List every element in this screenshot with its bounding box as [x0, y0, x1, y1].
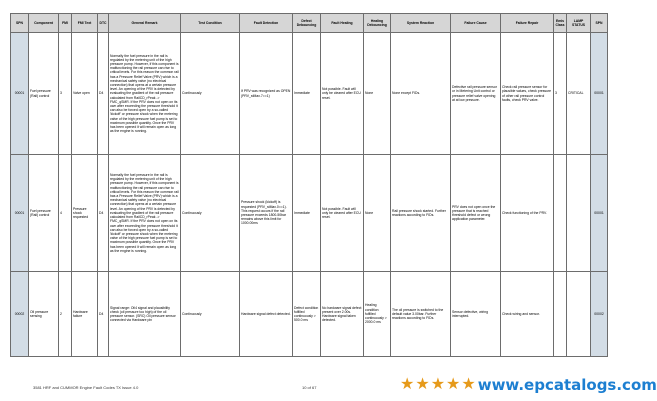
header-failure-repair: Failure Repair — [501, 14, 554, 33]
cell-general-remark: Normally the fuel pressure in the rail is regulated by the metering unit of the high pressure pump. However, if this component is malfunctioning the rail pressure can rise to critical levels. For this reason the common rail has a Pressure Relief Valve (PRV) which is a mechanical safety valve (no electrical connection) that opens at a certain pressure level. An opening of the PRV is detected by evaluating the gradient of the rail pressure calculated from RailCD_rPeak -> FMC_qSMR. If the PRV does not open on its own after exceeding the pressure threshold it can also be forced open by a so-called 'kickoff' or pressure shock when the metering valve of the high pressure fuel pump is set to maximum possible quantity. Once the PRV has been opened it will remain open as long as the engine is running. — [109, 33, 181, 155]
cell-failure-repair: Check wiring and sensor. — [501, 272, 554, 357]
footer-page-number: 10 of 67 — [302, 385, 317, 390]
cell-defect-debouncing: Defect condition fulfilled continuously > 500.0 ms — [293, 272, 321, 357]
table-row — [11, 272, 608, 357]
header-system-reaction: System Reaction — [391, 14, 451, 33]
header-fmi-text: FMI Text — [72, 14, 98, 33]
cell-system-reaction: The oil pressure is switched to the default value 3.00bar. Further reactions according to FIDs. — [391, 272, 451, 357]
header-fmi: FMI — [59, 14, 72, 33]
cell-healing-debouncing: Healing condition fulfilled continuously > 2000.0 ms — [364, 272, 391, 357]
cell-fault-detection: Hardware signal defect detected. — [240, 272, 293, 357]
cell-test-condition: Continuously — [181, 155, 240, 272]
cell-fault-healing: Not possible. Fault will only be cleared after ECU reset. — [321, 155, 364, 272]
cell-system-reaction: Rail pressure shock started. Further reactions according to FIDs. — [391, 155, 451, 272]
header-component: Component — [29, 14, 59, 33]
header-lamp-status: LAMP STATUS — [567, 14, 591, 33]
header-general-remark: General Remark — [109, 14, 181, 33]
cell-fault-detection: If PRV was recognized as OPEN (PRV_stMax.7==1) — [240, 33, 293, 155]
cell-fmi-text: Hardware failure — [72, 272, 98, 357]
cell-fmi: 2 — [59, 272, 72, 357]
cell-spn-end: 00001 — [591, 155, 608, 272]
cell-dtc: D4 — [98, 272, 109, 357]
cell-fmi-text: Valve open — [72, 33, 98, 155]
cell-fault-healing: Not possible. Fault will only be cleared after ECU reset. — [321, 33, 364, 155]
cell-system-reaction: None except FIDs. — [391, 33, 451, 155]
header-emis-class: Emis Class — [554, 14, 567, 33]
cell-general-remark: Signal range: Oil4 signal and plausibility check (oil pressure too high) of the oil pressure sensor. (SRC) Oil pressure sensor connected via Hardware pin — [109, 272, 181, 357]
header-spn: SPN — [11, 14, 29, 33]
header-healing-debouncing: Healing Debouncing — [364, 14, 391, 33]
cell-test-condition: Continuously — [181, 272, 240, 357]
cell-spn: 00001 — [11, 155, 29, 272]
cell-component: Fuel pressure (Rail) control — [29, 155, 59, 272]
cell-lamp-status — [567, 155, 591, 272]
header-test-condition: Test Condition — [181, 14, 240, 33]
cell-defect-debouncing: Immediate — [293, 33, 321, 155]
cell-emis-class: 3 — [554, 33, 567, 155]
cell-failure-repair: Check functioning of the PRV. — [501, 155, 554, 272]
cell-spn: 00001 — [11, 33, 29, 155]
cell-fmi: 3 — [59, 33, 72, 155]
cell-fmi-text: Pressure shock requested — [72, 155, 98, 272]
watermark-stars-icon: ★ ★ ★ ★ ★ — [400, 376, 476, 393]
header-spn-end: SPN — [591, 14, 608, 33]
fault-code-table — [10, 13, 608, 357]
cell-fmi: 4 — [59, 155, 72, 272]
cell-defect-debouncing: Immediate — [293, 155, 321, 272]
cell-test-condition: Continuously — [181, 33, 240, 155]
cell-healing-debouncing: None — [364, 33, 391, 155]
cell-lamp-status — [567, 272, 591, 357]
watermark-text: www.epcatalogs.com — [477, 376, 657, 394]
cell-healing-debouncing: None — [364, 155, 391, 272]
cell-spn: 00002 — [11, 272, 29, 357]
cell-spn-end: 00001 — [591, 33, 608, 155]
header-dtc: DTC — [98, 14, 109, 33]
header-defect-debouncing: Defect Debouncing — [293, 14, 321, 33]
cell-spn-end: 00002 — [591, 272, 608, 357]
footer-document-title: 3581 HRF and CUMMOR Engine Fault Codes TX Issue 4.0 — [33, 385, 139, 390]
table-header-row — [11, 14, 608, 33]
cell-lamp-status: CRITICAL — [567, 33, 591, 155]
cell-failure-repair: Check rail pressure sensor for plausible values, check pressure of other rail pressure control faults, check PRV valve. — [501, 33, 554, 155]
cell-failure-cause: Sensor defective, wiring interrupted. — [451, 272, 501, 357]
header-failure-cause: Failure Cause — [451, 14, 501, 33]
cell-component: Oil pressure sensing — [29, 272, 59, 357]
cell-emis-class — [554, 272, 567, 357]
cell-general-remark: Normally the fuel pressure in the rail is regulated by the metering unit of the high pressure pump. However, if this component is malfunctioning the rail pressure can rise to critical levels. For this reason the common rail has a Pressure Relief Valve (PRV) which is a mechanical safety valve (no electrical connection) that opens at a certain pressure level. An opening of the PRV is detected by evaluating the gradient of the rail pressure calculated from RailCD_rPeak -> FMC_qSMR. If the PRV does not open on its own after exceeding the pressure threshold it can also be forced open by a so-called 'kickoff' or pressure shock when the metering valve of the high pressure fuel pump is set to maximum possible quantity. Once the PRV has been opened it will remain open as long as the engine is running. — [109, 155, 181, 272]
cell-fault-detection: Pressure shock (kickoff) is requested (PRV_stMax.0==1). This request occurs if the rail pressure exceeds 1800-50bar remains above this limit for 1000.00ms — [240, 155, 293, 272]
watermark — [400, 375, 657, 395]
cell-dtc: D4 — [98, 33, 109, 155]
header-fault-healing: Fault Healing — [321, 14, 364, 33]
cell-component: Fuel pressure (Rail) control — [29, 33, 59, 155]
table-row — [11, 33, 608, 155]
cell-fault-healing: No hardware signal defect present over 2.00s. Hardware signal taken detected. — [321, 272, 364, 357]
table-row — [11, 155, 608, 272]
cell-failure-cause: PRV does not open once the pressure that is reached threshold defect or wrong application parameter. — [451, 155, 501, 272]
header-fault-detection: Fault Detection — [240, 14, 293, 33]
cell-dtc: D4 — [98, 155, 109, 272]
cell-emis-class — [554, 155, 567, 272]
cell-failure-cause: Defective rail pressure sensor or in Metering Unit control or pressure relief valve opening at at low pressure. — [451, 33, 501, 155]
